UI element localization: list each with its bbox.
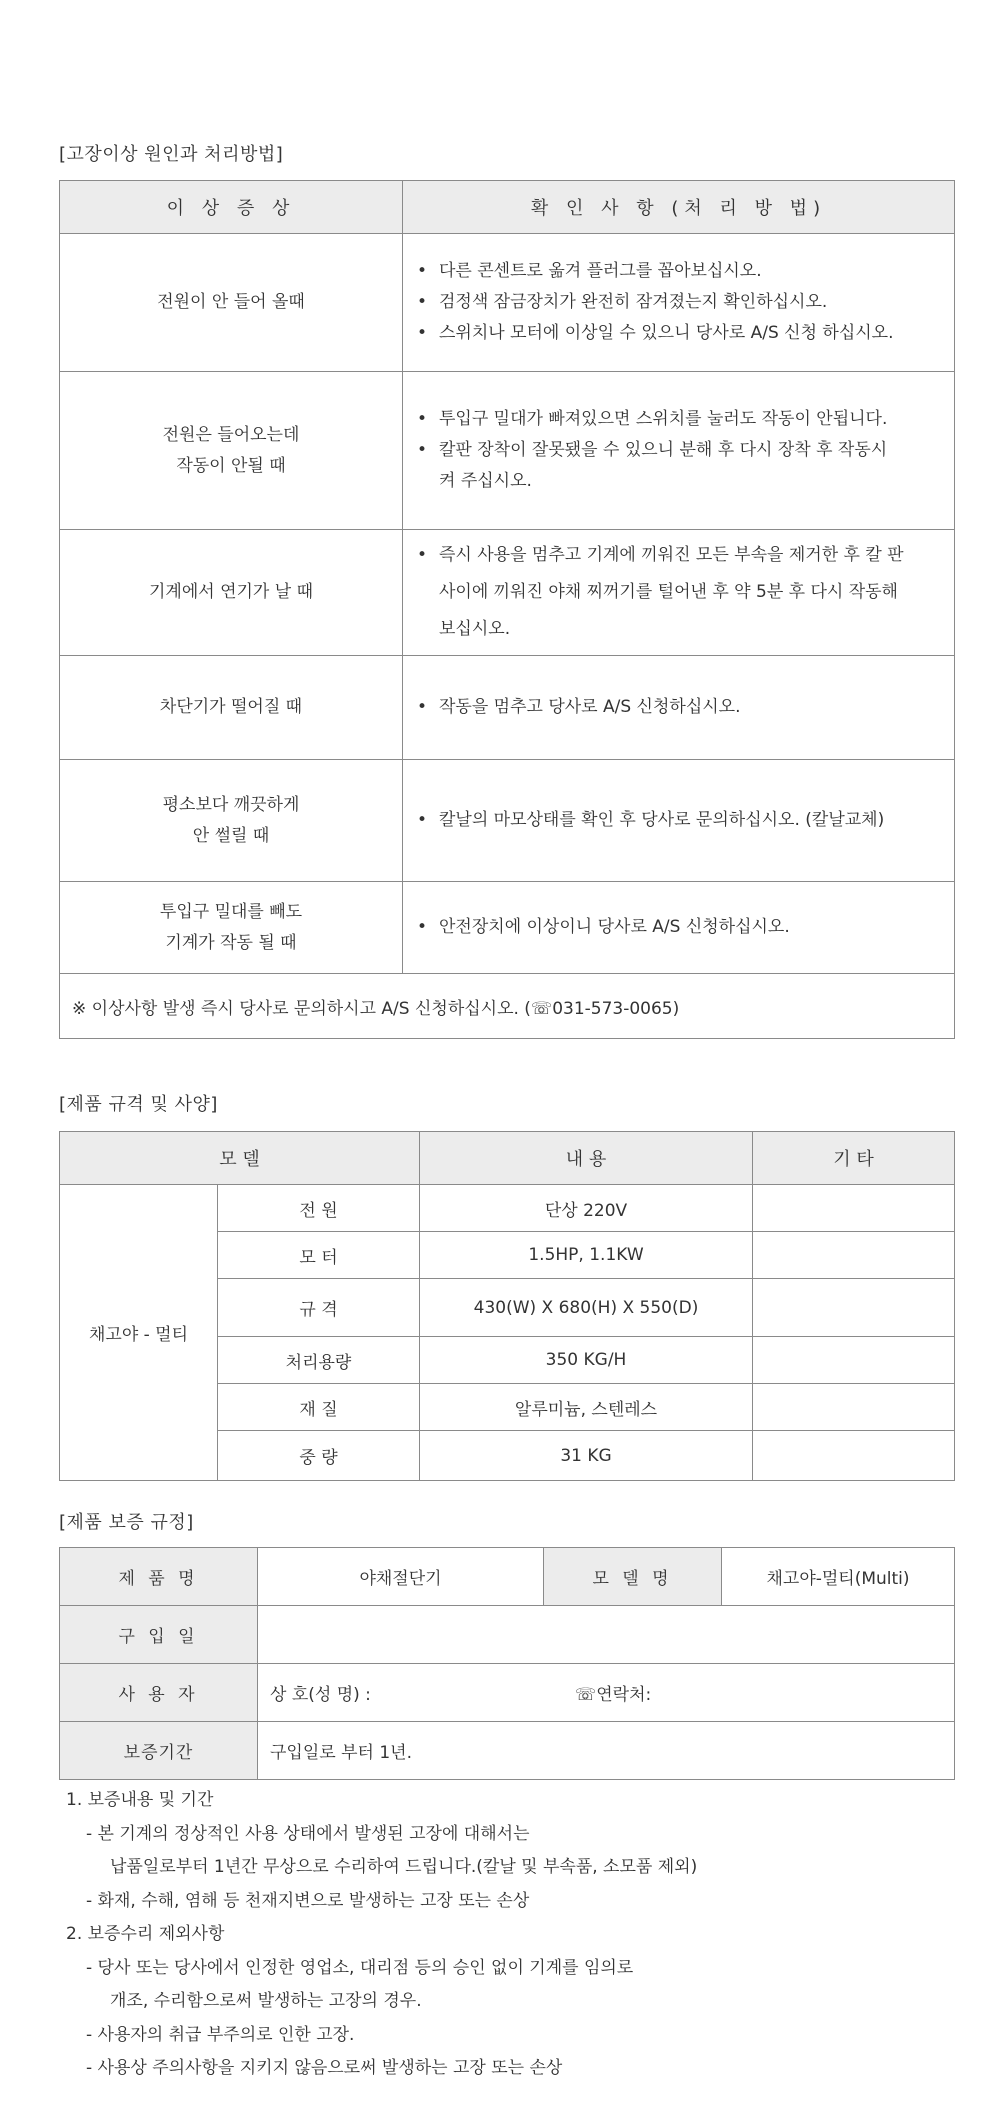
note-line: - 화재, 수해, 염해 등 천재지변으로 발생하는 고장 또는 손상: [86, 1890, 530, 1911]
spec-item: 모 터: [218, 1232, 420, 1279]
model-name-value: 채고야-멀티(Multi): [722, 1548, 955, 1606]
col-symptom-header: 이 상 증 상: [60, 181, 403, 234]
note-heading: 2. 보증수리 제외사항: [66, 1924, 225, 1944]
trouble-row: [60, 234, 955, 372]
spec-etc: [753, 1431, 955, 1481]
symptom-text: 전원은 들어오는데: [162, 424, 300, 445]
model-name-cell: 채고야 - 멀티: [60, 1185, 218, 1481]
warranty-period-value: 구입일로 부터 1년.: [258, 1722, 955, 1780]
symptom-cell: [60, 372, 403, 530]
trouble-row: [60, 656, 955, 760]
spec-table: [59, 1131, 955, 1481]
action-cell: [403, 882, 955, 974]
user-contact-field: ☏연락처:: [575, 1685, 652, 1705]
model-name-label: 모 델 명: [544, 1548, 722, 1606]
symptom-text: 평소보다 깨끗하게: [162, 794, 300, 815]
spec-value: 알루미늄, 스텐레스: [420, 1384, 753, 1431]
action-item: • 칼날의 마모상태를 확인 후 당사로 문의하십시오. (칼날교체): [417, 805, 909, 836]
spec-value: 단상 220V: [420, 1185, 753, 1232]
warranty-section-title: [제품 보증 규정]: [59, 1512, 194, 1533]
action-cell: [403, 530, 955, 656]
product-name-value: 야채절단기: [258, 1548, 544, 1606]
action-item: • 검정색 잠금장치가 완전히 잠겨졌는지 확인하십시오.: [417, 287, 954, 318]
action-cell: [403, 372, 955, 530]
user-value: [258, 1664, 955, 1722]
spec-item: 규 격: [218, 1279, 420, 1337]
action-item: • 투입구 밀대가 빠져있으면 스위치를 눌러도 작동이 안됩니다.: [417, 404, 929, 435]
spec-item: 전 원: [218, 1185, 420, 1232]
spec-etc: [753, 1337, 955, 1384]
symptom-text: 투입구 밀대를 빼도: [159, 901, 303, 922]
symptom-cell: [60, 656, 403, 760]
trouble-row: [60, 760, 955, 882]
spec-value: 1.5HP, 1.1KW: [420, 1232, 753, 1279]
spec-etc: [753, 1384, 955, 1431]
note-line: 개조, 수리함으로써 발생하는 고장의 경우.: [110, 1991, 422, 2011]
spec-etc: [753, 1185, 955, 1232]
spec-row: [60, 1185, 955, 1232]
purchase-date-label: 구 입 일: [60, 1606, 258, 1664]
symptom-text: 안 썰릴 때: [192, 825, 270, 846]
col-action-header: 확 인 사 항 (처 리 방 법): [403, 181, 955, 234]
spec-value: 31 KG: [420, 1431, 753, 1481]
col-content-header: 내 용: [420, 1132, 753, 1185]
spec-value: 430(W) X 680(H) X 550(D): [420, 1279, 753, 1337]
symptom-cell: [60, 882, 403, 974]
col-etc-header: 기 타: [753, 1132, 955, 1185]
action-item: • 즉시 사용을 멈추고 기계에 끼워진 모든 부속을 제거한 후 칼 판 사이에 끼워진 야채 찌꺼기를 털어낸 후 약 5분 후 다시 작동해 보십시오.: [417, 537, 909, 648]
symptom-text: 기계가 작동 될 때: [165, 932, 297, 953]
warranty-period-label: 보증기간: [60, 1722, 258, 1780]
note-line: - 사용자의 취급 부주의로 인한 고장.: [86, 2024, 355, 2045]
spec-value: 350 KG/H: [420, 1337, 753, 1384]
symptom-text: 차단기가 떨어질 때: [159, 697, 303, 717]
symptom-text: 전원이 안 들어 올때: [157, 292, 305, 312]
action-cell: [403, 760, 955, 882]
spec-item: 처리용량: [218, 1337, 420, 1384]
action-item: • 칼판 장착이 잘못됐을 수 있으니 분해 후 다시 장착 후 작동시켜 주십시오.: [417, 435, 889, 497]
spec-item: 재 질: [218, 1384, 420, 1431]
action-item: • 다른 콘센트로 옮겨 플러그를 꼽아보십시오.: [417, 256, 954, 287]
note-line: - 본 기계의 정상적인 사용 상태에서 발생된 고장에 대해서는: [86, 1823, 530, 1844]
spec-etc: [753, 1279, 955, 1337]
trouble-row: [60, 530, 955, 656]
symptom-text: 작동이 안될 때: [176, 455, 286, 476]
warranty-table: [59, 1547, 955, 1780]
symptom-text: 기계에서 연기가 날 때: [148, 582, 313, 602]
trouble-table: [59, 180, 955, 1039]
trouble-row: [60, 882, 955, 974]
trouble-note: ※ 이상사항 발생 즉시 당사로 문의하시고 A/S 신청하십시오. (☏031-573-0065): [60, 974, 955, 1039]
spec-item: 중 량: [218, 1431, 420, 1481]
spec-etc: [753, 1232, 955, 1279]
user-name-field: 상 호(성 명) :: [270, 1685, 371, 1705]
symptom-cell: [60, 760, 403, 882]
user-label: 사 용 자: [60, 1664, 258, 1722]
trouble-row: [60, 372, 955, 530]
spec-section-title: [제품 규격 및 사양]: [59, 1094, 218, 1115]
purchase-date-value: [258, 1606, 955, 1664]
note-heading: 1. 보증내용 및 기간: [66, 1790, 214, 1810]
col-model-header: 모 델: [60, 1132, 420, 1185]
trouble-section-title: [고장이상 원인과 처리방법]: [59, 144, 284, 165]
action-cell: [403, 656, 955, 760]
note-line: 납품일로부터 1년간 무상으로 수리하여 드립니다.(칼날 및 부속품, 소모품 제외): [110, 1857, 698, 1877]
note-line: - 당사 또는 당사에서 인정한 영업소, 대리점 등의 승인 없이 기계를 임의로: [86, 1957, 634, 1978]
action-cell: [403, 234, 955, 372]
product-name-label: 제 품 명: [60, 1548, 258, 1606]
action-item: • 작동을 멈추고 당사로 A/S 신청하십시오.: [417, 692, 954, 723]
symptom-cell: [60, 234, 403, 372]
action-item: • 안전장치에 이상이니 당사로 A/S 신청하십시오.: [417, 912, 954, 943]
symptom-cell: [60, 530, 403, 656]
warranty-notes: [66, 1784, 697, 2086]
action-item: • 스위치나 모터에 이상일 수 있으니 당사로 A/S 신청 하십시오.: [417, 318, 909, 349]
note-line: - 사용상 주의사항을 지키지 않음으로써 발생하는 고장 또는 손상: [86, 2058, 563, 2078]
